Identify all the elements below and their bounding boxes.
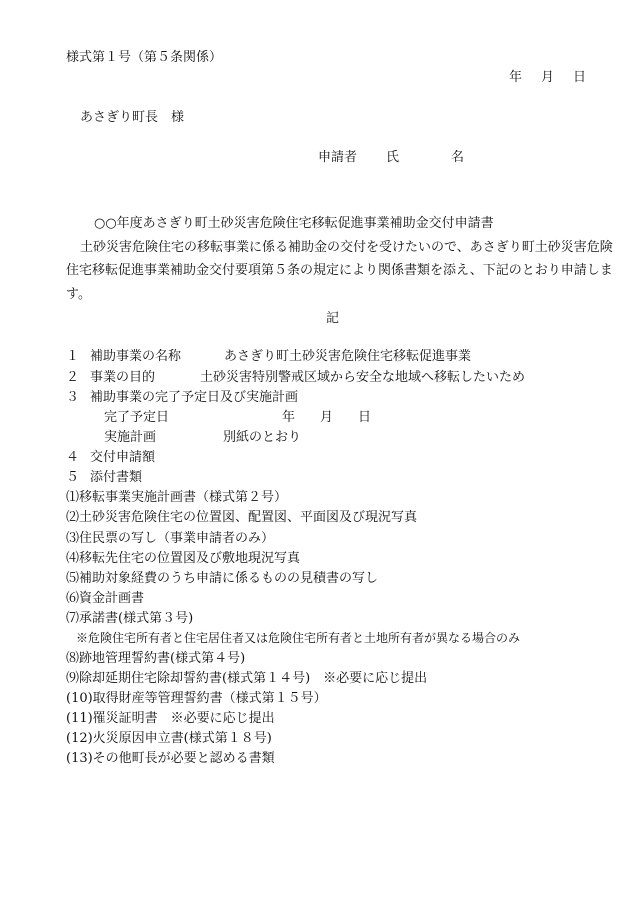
item3-label: 補助事業の完了予定日及び実施計画 xyxy=(90,390,299,405)
item3-plan-value: 別紙のとおり xyxy=(223,430,302,445)
attachment-item-10: (10)取得財産等管理誓約書（様式第１５号） xyxy=(66,691,327,706)
attachment-item-9: ⑼除却延期住宅除却誓約書(様式第１４号) ※必要に応じ提出 xyxy=(66,671,428,686)
item1-label: 補助事業の名称 xyxy=(90,349,182,364)
attachment-item-1: ⑴移転事業実施計画書（様式第２号） xyxy=(66,490,288,505)
applicant-name-mei: 名 xyxy=(451,150,465,165)
item2-value: 土砂災害特別警戒区域から安全な地域へ移転したいため xyxy=(200,370,526,385)
item3-completion-month: 月 xyxy=(320,410,334,425)
item2-number: ２ xyxy=(66,370,80,385)
item3-completion-label: 完了予定日 xyxy=(104,410,170,425)
item1-value: あさぎり町土砂災害危険住宅移転促進事業 xyxy=(224,349,472,364)
attachment-item-12: (12)火災原因申立書(様式第１８号) xyxy=(66,731,272,746)
item1-number: １ xyxy=(66,349,80,364)
item2-label: 事業の目的 xyxy=(90,370,156,385)
item4-label: 交付申請額 xyxy=(90,450,156,465)
item5-number: ５ xyxy=(66,470,80,485)
body-block xyxy=(66,212,614,306)
attachment-item-3: ⑶住民票の写し（事業申請者のみ） xyxy=(66,531,275,546)
item3-number: ３ xyxy=(66,390,80,405)
date-day: 日 xyxy=(573,70,587,85)
document-title: ○○年度あさぎり町土砂災害危険住宅移転促進事業補助金交付申請書 xyxy=(94,216,494,231)
body-text: 土砂災害危険住宅の移転事業に係る補助金の交付を受けたいので、あさぎり町土砂災害危険住宅移転促進事業補助金交付要項第５条の規定により関係書類を添え、下記のとおり申請します。 xyxy=(66,239,613,302)
applicant-label: 申請者 xyxy=(318,150,358,165)
attachment-item-11: (11)罹災証明書 ※必要に応じ提出 xyxy=(66,711,275,726)
item3-completion-year: 年 xyxy=(282,410,296,425)
attachment-item-8: ⑻跡地管理誓約書(様式第４号) xyxy=(66,651,246,666)
form-number: 様式第１号（第５条関係） xyxy=(66,50,223,65)
date-month: 月 xyxy=(541,70,555,85)
attachment-note-7: ※危険住宅所有者と住宅居住者又は危険住宅所有者と土地所有者が異なる場合のみ xyxy=(76,631,521,645)
addressee: あさぎり町長 様 xyxy=(80,110,185,125)
attachment-item-6: ⑹資金計画書 xyxy=(66,591,145,606)
attachment-item-13: (13)その他町長が必要と認める書類 xyxy=(66,751,275,766)
ki-heading: 記 xyxy=(326,311,340,326)
attachment-item-4: ⑷移転先住宅の位置図及び敷地現況写真 xyxy=(66,551,301,566)
item4-number: ４ xyxy=(66,450,80,465)
attachment-item-2: ⑵土砂災害危険住宅の位置図、配置図、平面図及び現況写真 xyxy=(66,510,418,525)
attachment-item-7: ⑺承諾書(様式第３号) xyxy=(66,611,194,626)
item3-plan-label: 実施計画 xyxy=(104,430,157,445)
applicant-name-shi: 氏 xyxy=(386,150,400,165)
date-year: 年 xyxy=(509,70,523,85)
item5-label: 添付書類 xyxy=(90,470,143,485)
item3-completion-day: 日 xyxy=(358,410,372,425)
attachment-item-5: ⑸補助対象経費のうち申請に係るものの見積書の写し xyxy=(66,571,379,586)
